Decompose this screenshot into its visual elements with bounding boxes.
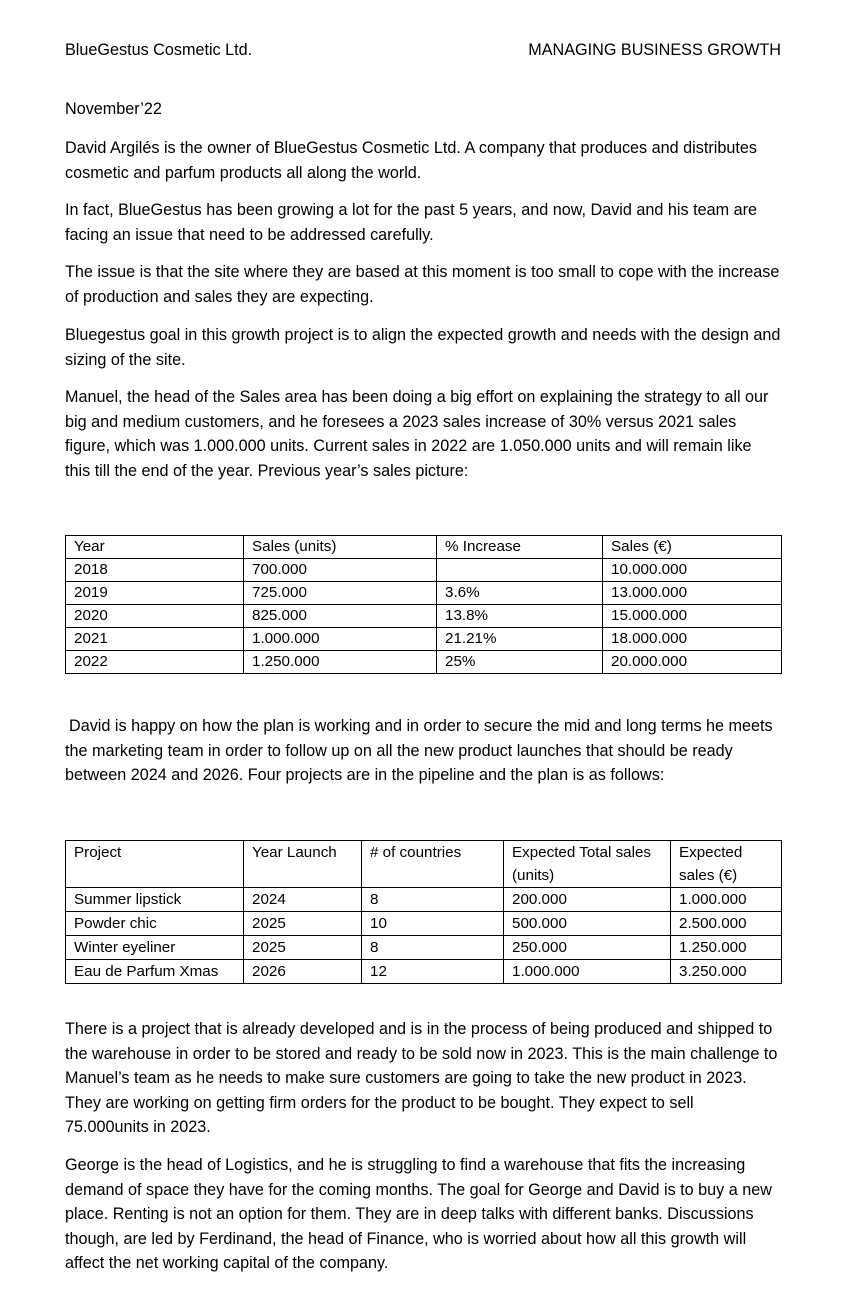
document-page — [65, 0, 781, 1310]
table-cell: 20.000.000 — [603, 651, 782, 674]
table-row — [66, 912, 782, 936]
table-cell: 2022 — [66, 651, 244, 674]
column-header: Sales (units) — [244, 536, 437, 559]
table-row — [66, 888, 782, 912]
column-header: Expected sales (€) — [671, 841, 782, 888]
table-cell: Winter eyeliner — [66, 936, 244, 960]
table-cell: 10 — [362, 912, 504, 936]
document-date: November’22 — [65, 100, 162, 118]
table-cell: 2019 — [66, 582, 244, 605]
paragraph-growth: In fact, BlueGestus has been growing a lot for the past 5 years, and now, David and his team are facing an issue that need to be addressed carefully. — [65, 201, 757, 244]
table-cell: 18.000.000 — [603, 628, 782, 651]
table-row — [66, 559, 782, 582]
paragraph-current-project: There is a project that is already developed and is in the process of being produced and shipped to the warehouse in order to be stored and ready to be sold now in 2023. This is the main challenge to Manuel’s team as he needs to make sure customers are going to take the new product in 2023. They are working on getting firm orders for the product to be bought. They expect to sell 75.000units in 2023. — [65, 1020, 778, 1136]
table-cell: 2026 — [244, 960, 362, 984]
table-cell: 2020 — [66, 605, 244, 628]
table-cell: 2018 — [66, 559, 244, 582]
table-row — [66, 605, 782, 628]
table-cell: 3.6% — [437, 582, 603, 605]
table-cell: 1.000.000 — [671, 888, 782, 912]
header-company-name: BlueGestus Cosmetic Ltd. — [65, 41, 253, 59]
table-cell: 8 — [362, 888, 504, 912]
product-launch-table — [65, 840, 782, 984]
table-cell: 1.250.000 — [244, 651, 437, 674]
paragraph-sales-strategy: Manuel, the head of the Sales area has been doing a big effort on explaining the strategy to all our big and medium customers, and he foresees a 2023 sales increase of 30% versus 2021 sales figure, which was 1.000.000 units. Current sales in 2022 are 1.050.000 units and will remain like this till the end of the year. Previous year’s sales picture: — [65, 388, 769, 480]
paragraph-issue: The issue is that the site where they are based at this moment is too small to cope with the increase of production and sales they are expecting. — [65, 263, 780, 306]
table-cell: 25% — [437, 651, 603, 674]
column-header: # of countries — [362, 841, 504, 888]
table-cell: 3.250.000 — [671, 960, 782, 984]
table-cell: 2021 — [66, 628, 244, 651]
table-cell: 12 — [362, 960, 504, 984]
table-row — [66, 582, 782, 605]
table-cell: 8 — [362, 936, 504, 960]
page-header — [65, 38, 781, 62]
table-cell: 500.000 — [504, 912, 671, 936]
table-cell: 250.000 — [504, 936, 671, 960]
table-cell: 1.000.000 — [244, 628, 437, 651]
paragraph-intro: David Argilés is the owner of BlueGestus Cosmetic Ltd. A company that produces and distributes cosmetic and parfum products all along the world. — [65, 139, 757, 182]
table-row — [66, 651, 782, 674]
table-row — [66, 960, 782, 984]
column-header: Year — [66, 536, 244, 559]
sales-history-table — [65, 535, 782, 674]
column-header: Expected Total sales (units) — [504, 841, 671, 888]
table-cell: 1.000.000 — [504, 960, 671, 984]
table-cell: 1.250.000 — [671, 936, 782, 960]
table-cell: Summer lipstick — [66, 888, 244, 912]
paragraph-marketing-plan: David is happy on how the plan is working and in order to secure the mid and long terms he meets the marketing team in order to follow up on all the new product launches that should be ready between 2024 and 2026. Four projects are in the pipeline and the plan is as follows: — [65, 717, 773, 784]
table-cell: 2024 — [244, 888, 362, 912]
table-cell: 2025 — [244, 912, 362, 936]
paragraph-logistics: George is the head of Logistics, and he is struggling to find a warehouse that fits the increasing demand of space they have for the coming months. The goal for George and David is to buy a new place. Renting is not an option for them. They are in deep talks with different banks. Discussions though, are led by Ferdinand, the head of Finance, who is worried about how all this growth will affect the net working capital of the company. — [65, 1156, 772, 1272]
table-header-row — [66, 536, 782, 559]
table-cell: Powder chic — [66, 912, 244, 936]
table-cell: 13.8% — [437, 605, 603, 628]
table-cell: 2025 — [244, 936, 362, 960]
table-cell — [437, 559, 603, 582]
table-cell: 825.000 — [244, 605, 437, 628]
column-header: Sales (€) — [603, 536, 782, 559]
table-header-row — [66, 841, 782, 888]
table-cell: 725.000 — [244, 582, 437, 605]
table-row — [66, 936, 782, 960]
table-cell: Eau de Parfum Xmas — [66, 960, 244, 984]
table-row — [66, 628, 782, 651]
header-section-title: MANAGING BUSINESS GROWTH — [528, 41, 781, 59]
table-cell: 15.000.000 — [603, 605, 782, 628]
column-header: Year Launch — [244, 841, 362, 888]
column-header: Project — [66, 841, 244, 888]
table-cell: 2.500.000 — [671, 912, 782, 936]
table-cell: 21.21% — [437, 628, 603, 651]
table-cell: 700.000 — [244, 559, 437, 582]
table-cell: 10.000.000 — [603, 559, 782, 582]
table-cell: 200.000 — [504, 888, 671, 912]
table-cell: 13.000.000 — [603, 582, 782, 605]
paragraph-goal: Bluegestus goal in this growth project is to align the expected growth and needs with the design and sizing of the site. — [65, 326, 781, 369]
column-header: % Increase — [437, 536, 603, 559]
